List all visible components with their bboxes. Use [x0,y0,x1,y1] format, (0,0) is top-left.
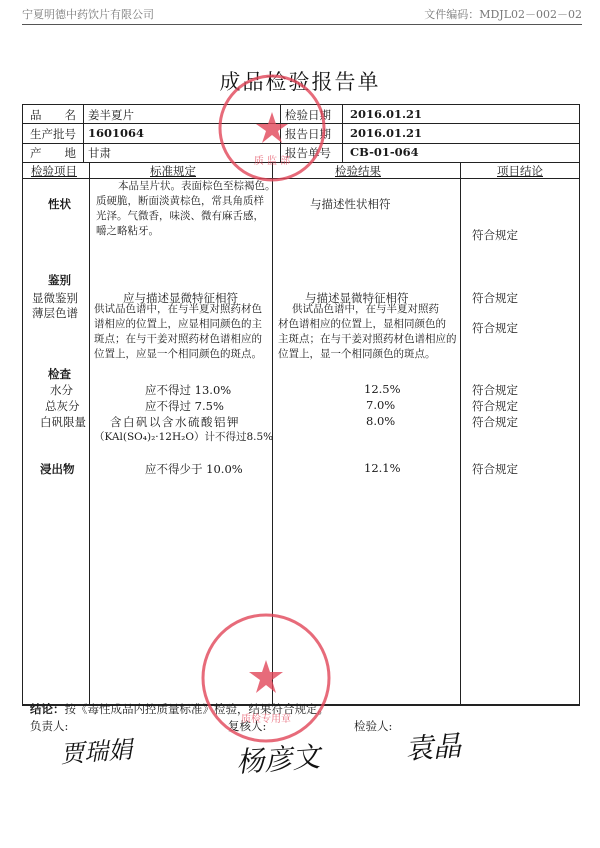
check-row-result: 7.0% [366,398,396,412]
reviewer-label: 复核人: [228,719,267,733]
company-header: 宁夏明德中药饮片有限公司 [22,8,154,21]
alum-formula: （KAl(SO₄)₂·12H₂O）计不得过8.5% [94,431,274,443]
extract-label: 浸出物 [40,462,75,476]
checks-label: 检查 [48,367,71,381]
check-row-standard: 含白矾以含水硫酸铝钾 [110,415,240,429]
stamp-text: 质检专用章 [241,714,291,725]
inspect-date-value: 2016.01.21 [350,107,423,121]
responsible-label: 负责人: [30,719,69,733]
company-qc-stamp [198,610,334,746]
check-row-conclusion: 符合规定 [472,383,518,397]
stamp-text: 质 监 部 [253,156,291,167]
col-conclusion: 项目结论 [497,164,543,178]
check-row-conclusion: 符合规定 [472,415,518,429]
tlc-standard: 供试品色谱中，在与半夏对照药材色 谱相应的位置上，应显相同颜色的主 斑点；在与干姜对照药材色谱相应的 位置上，应显一个相同颜色的斑点。 [94,303,262,360]
document-number: 文件编码：MDJL02－002－02 [424,8,582,21]
check-row-label: 总灰分 [45,399,80,413]
table-rule [89,162,90,704]
extract-standard: 应不得少于 10.0% [145,462,243,476]
report-no-value: CB-01-064 [350,145,419,159]
origin-value: 甘肃 [88,146,111,160]
check-row-standard: 应不得过 7.5% [145,399,224,413]
page-title: 成品检验报告单 [219,70,381,94]
extract-result: 12.1% [364,461,401,475]
inspector-signature: 袁晶 [404,729,463,766]
identification-label: 鉴别 [48,273,71,287]
report-no-label: 报告单号 [285,146,331,160]
inspect-date-label: 检验日期 [285,108,331,122]
micro-label: 显微鉴别 [32,291,78,305]
extract-conclusion: 符合规定 [472,462,518,476]
report-date-value: 2016.01.21 [350,126,423,140]
check-row-label: 白矾限量 [40,415,86,429]
check-row-standard: 应不得过 13.0% [145,383,232,397]
micro-conclusion: 符合规定 [472,291,518,305]
stamp-star-icon [249,660,283,693]
col-standard: 标准规定 [150,164,196,178]
traits-conclusion: 符合规定 [472,228,518,242]
product-value: 姜半夏片 [88,108,134,122]
table-rule [342,104,343,162]
tlc-label: 薄层色谱 [32,306,78,320]
stamp-star-icon [256,112,288,143]
origin-label: 产 地 [30,146,76,160]
check-row-result: 12.5% [364,382,401,396]
check-row-label: 水分 [50,383,73,397]
micro-result: 与描述显微特征相符 [305,291,409,305]
header-rule [22,24,582,25]
check-row-result: 8.0% [366,414,396,428]
inspector-label: 检验人: [354,719,393,733]
tlc-conclusion: 符合规定 [472,321,518,335]
batch-label: 生产批号 [30,127,76,141]
conclusion-text: 按《毒性成品内控质量标准》检验，结果符合规定。 [64,702,329,716]
tlc-result: 供试品色谱中，在与半夏对照药 材色谱相应的位置上，显相同颜色的 主斑点；在与干姜对照药材色谱相应的 位置上，显一个相同颜色的斑点。 [278,303,457,360]
conclusion-label: 结论： [30,702,65,716]
report-date-label: 报告日期 [285,127,331,141]
traits-label: 性状 [48,197,71,211]
col-result: 检验结果 [335,164,381,178]
col-item: 检验项目 [31,164,77,178]
micro-standard: 应与描述显微特征相符 [123,291,238,305]
batch-value: 1601064 [88,126,145,140]
product-label: 品 名 [30,108,76,122]
table-rule [83,104,84,162]
responsible-signature: 贾瑞娟 [59,735,134,769]
traits-result: 与描述性状相符 [310,197,391,211]
reviewer-signature: 杨彦文 [235,740,322,779]
traits-standard: 本品呈片状。表面棕色至棕褐色。 质硬脆，断面淡黄棕色，常具角质样 光泽。气微香，味淡、微有麻舌感， 嚼之略粘牙。 [96,180,276,237]
table-rule [460,162,461,704]
qa-department-stamp [216,72,328,184]
check-row-conclusion: 符合规定 [472,399,518,413]
